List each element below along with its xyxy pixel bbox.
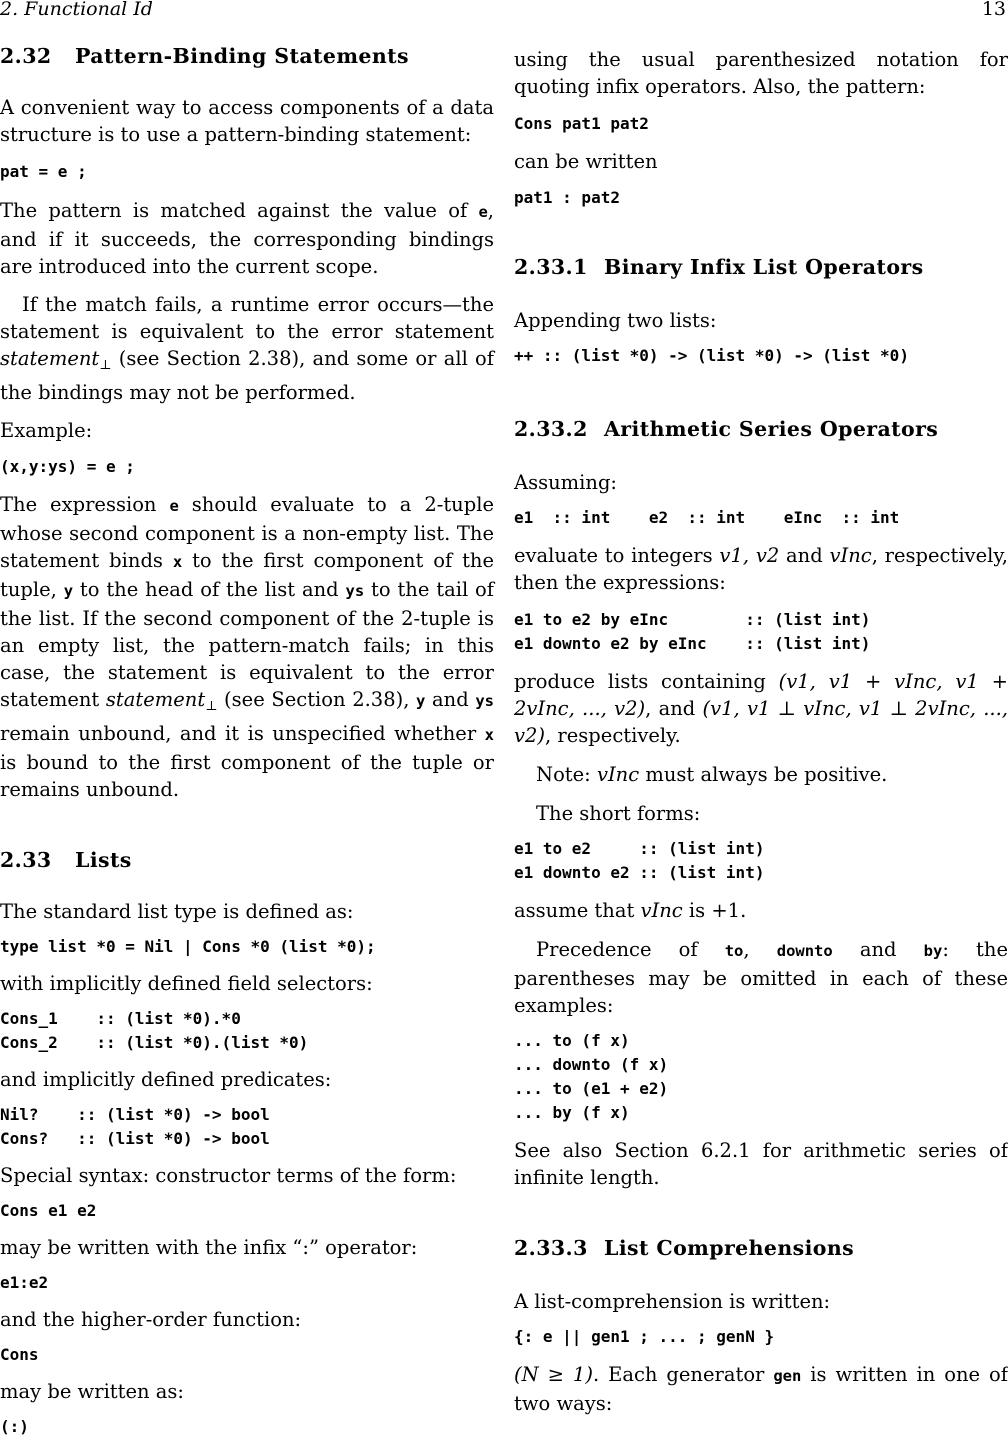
code-block: Nil? :: (list *0) -> bool Cons? :: (list *0) -> bool (0, 1105, 270, 1148)
section-title: Pattern-Binding Statements (75, 44, 409, 68)
paragraph: Appending two lists: (514, 309, 717, 332)
subsection-heading-2-33-3 (514, 1235, 1008, 1262)
paragraph: The expression e should evaluate to a 2-tuple whose second component is a non-empty list. The statement binds x to the first component of the tuple, y to the head of the list and ys to the tail of the list. If the second component of the 2-tuple is an empty list, the pattern-match fails; in this case, the statement is equivalent to the error statement statement$_\perp$ (see Section 2.38), y and ys remain unbound, and it is unspecified whether x is bound to the first component of the tuple or remains unbound. (0, 493, 495, 801)
paragraph: and the higher-order function: (0, 1308, 302, 1331)
paragraph: assume that vInc is +1. (514, 899, 747, 922)
paragraph: Example: (0, 419, 93, 442)
paragraph: The short forms: (536, 802, 701, 825)
paragraph: evaluate to integers v1, v2 and vInc, respectively, then the expressions: (514, 544, 1008, 594)
paragraph: produce lists containing (v1, v1 + vInc, v1 + 2vInc, ..., v2), and (v1, v1 ⊥ vInc, v1 ⊥ 2vInc, ..., v2), respectively. (514, 670, 1008, 747)
code-block: (x,y:ys) = e ; (0, 457, 135, 476)
section-title: Arithmetic Series Operators (604, 417, 939, 441)
paragraph: (N ≥ 1). Each generator gen is written in one of two ways: (514, 1363, 1008, 1415)
code-block: ... to (f x) ... downto (f x) ... to (e1 + e2) ... by (f x) (514, 1031, 669, 1122)
section-heading-2-32 (0, 43, 494, 70)
paragraph: A list-comprehension is written: (514, 1290, 831, 1313)
code-block: type list *0 = Nil | Cons *0 (list *0); (0, 937, 376, 956)
subsection-heading-2-33-1 (514, 254, 1008, 281)
section-number: 2.33.2 (514, 417, 588, 441)
code-block: e1 to e2 by eInc :: (list int) e1 downto e2 by eInc :: (list int) (514, 610, 871, 653)
code-block: Cons (0, 1345, 39, 1364)
code-block: Cons pat1 pat2 (514, 114, 649, 133)
paragraph: A convenient way to access components of a data structure is to use a pattern-binding statement: (0, 96, 494, 146)
code-block: Cons e1 e2 (0, 1201, 97, 1220)
section-number: 2.33 (0, 848, 52, 872)
section-title: Binary Infix List Operators (604, 255, 924, 279)
paragraph: The standard list type is defined as: (0, 900, 354, 923)
paragraph: may be written with the infix “:” operator: (0, 1236, 418, 1259)
paragraph: may be written as: (0, 1380, 184, 1403)
paragraph: and implicitly defined predicates: (0, 1068, 332, 1091)
left-column (0, 43, 494, 1439)
code-block: ++ :: (list *0) -> (list *0) -> (list *0) (514, 346, 909, 365)
paragraph: Precedence of to, downto and by: the parentheses may be omitted in each of these examples: (514, 938, 1008, 1017)
code-block: e1 to e2 :: (list int) e1 downto e2 :: (list int) (514, 839, 765, 882)
code-block: {: e || gen1 ; ... ; genN } (514, 1327, 775, 1346)
paragraph: using the usual parenthesized notation for quoting infix operators. Also, the pattern: (514, 48, 1008, 98)
page-header (0, 0, 1008, 22)
page-number: 13 (981, 0, 1006, 20)
code-block: pat = e ; (0, 162, 87, 181)
section-number: 2.33.3 (514, 1236, 588, 1260)
paragraph: Assuming: (514, 471, 617, 494)
code-block: pat1 : pat2 (514, 188, 620, 207)
section-heading-2-33 (0, 847, 494, 874)
paragraph: If the match fails, a runtime error occurs—the statement is equivalent to the error statement statement$_\perp$ (see Section 2.38), and some or all of the bindings may not be performed. (0, 293, 494, 404)
code-block: (:) (0, 1417, 29, 1436)
subsection-heading-2-33-2 (514, 416, 1008, 443)
right-column (514, 43, 1008, 1417)
section-number: 2.32 (0, 44, 52, 68)
paragraph: The pattern is matched against the value of e, and if it succeeds, the corresponding bindings are introduced into the current scope. (0, 199, 494, 278)
code-block: Cons_1 :: (list *0).*0 Cons_2 :: (list *0).(list *0) (0, 1009, 309, 1052)
section-title: List Comprehensions (604, 1236, 855, 1260)
paragraph: Note: vInc must always be positive. (536, 763, 888, 786)
paragraph: with implicitly defined field selectors: (0, 972, 373, 995)
chapter-title: 2. Functional Id (0, 0, 153, 20)
paragraph: Special syntax: constructor terms of the form: (0, 1164, 457, 1187)
section-number: 2.33.1 (514, 255, 588, 279)
paragraph: See also Section 6.2.1 for arithmetic series of infinite length. (514, 1139, 1008, 1189)
section-title: Lists (75, 848, 132, 872)
code-block: e1 :: int e2 :: int eInc :: int (514, 508, 900, 527)
paragraph: can be written (514, 150, 658, 173)
code-block: e1:e2 (0, 1273, 49, 1292)
